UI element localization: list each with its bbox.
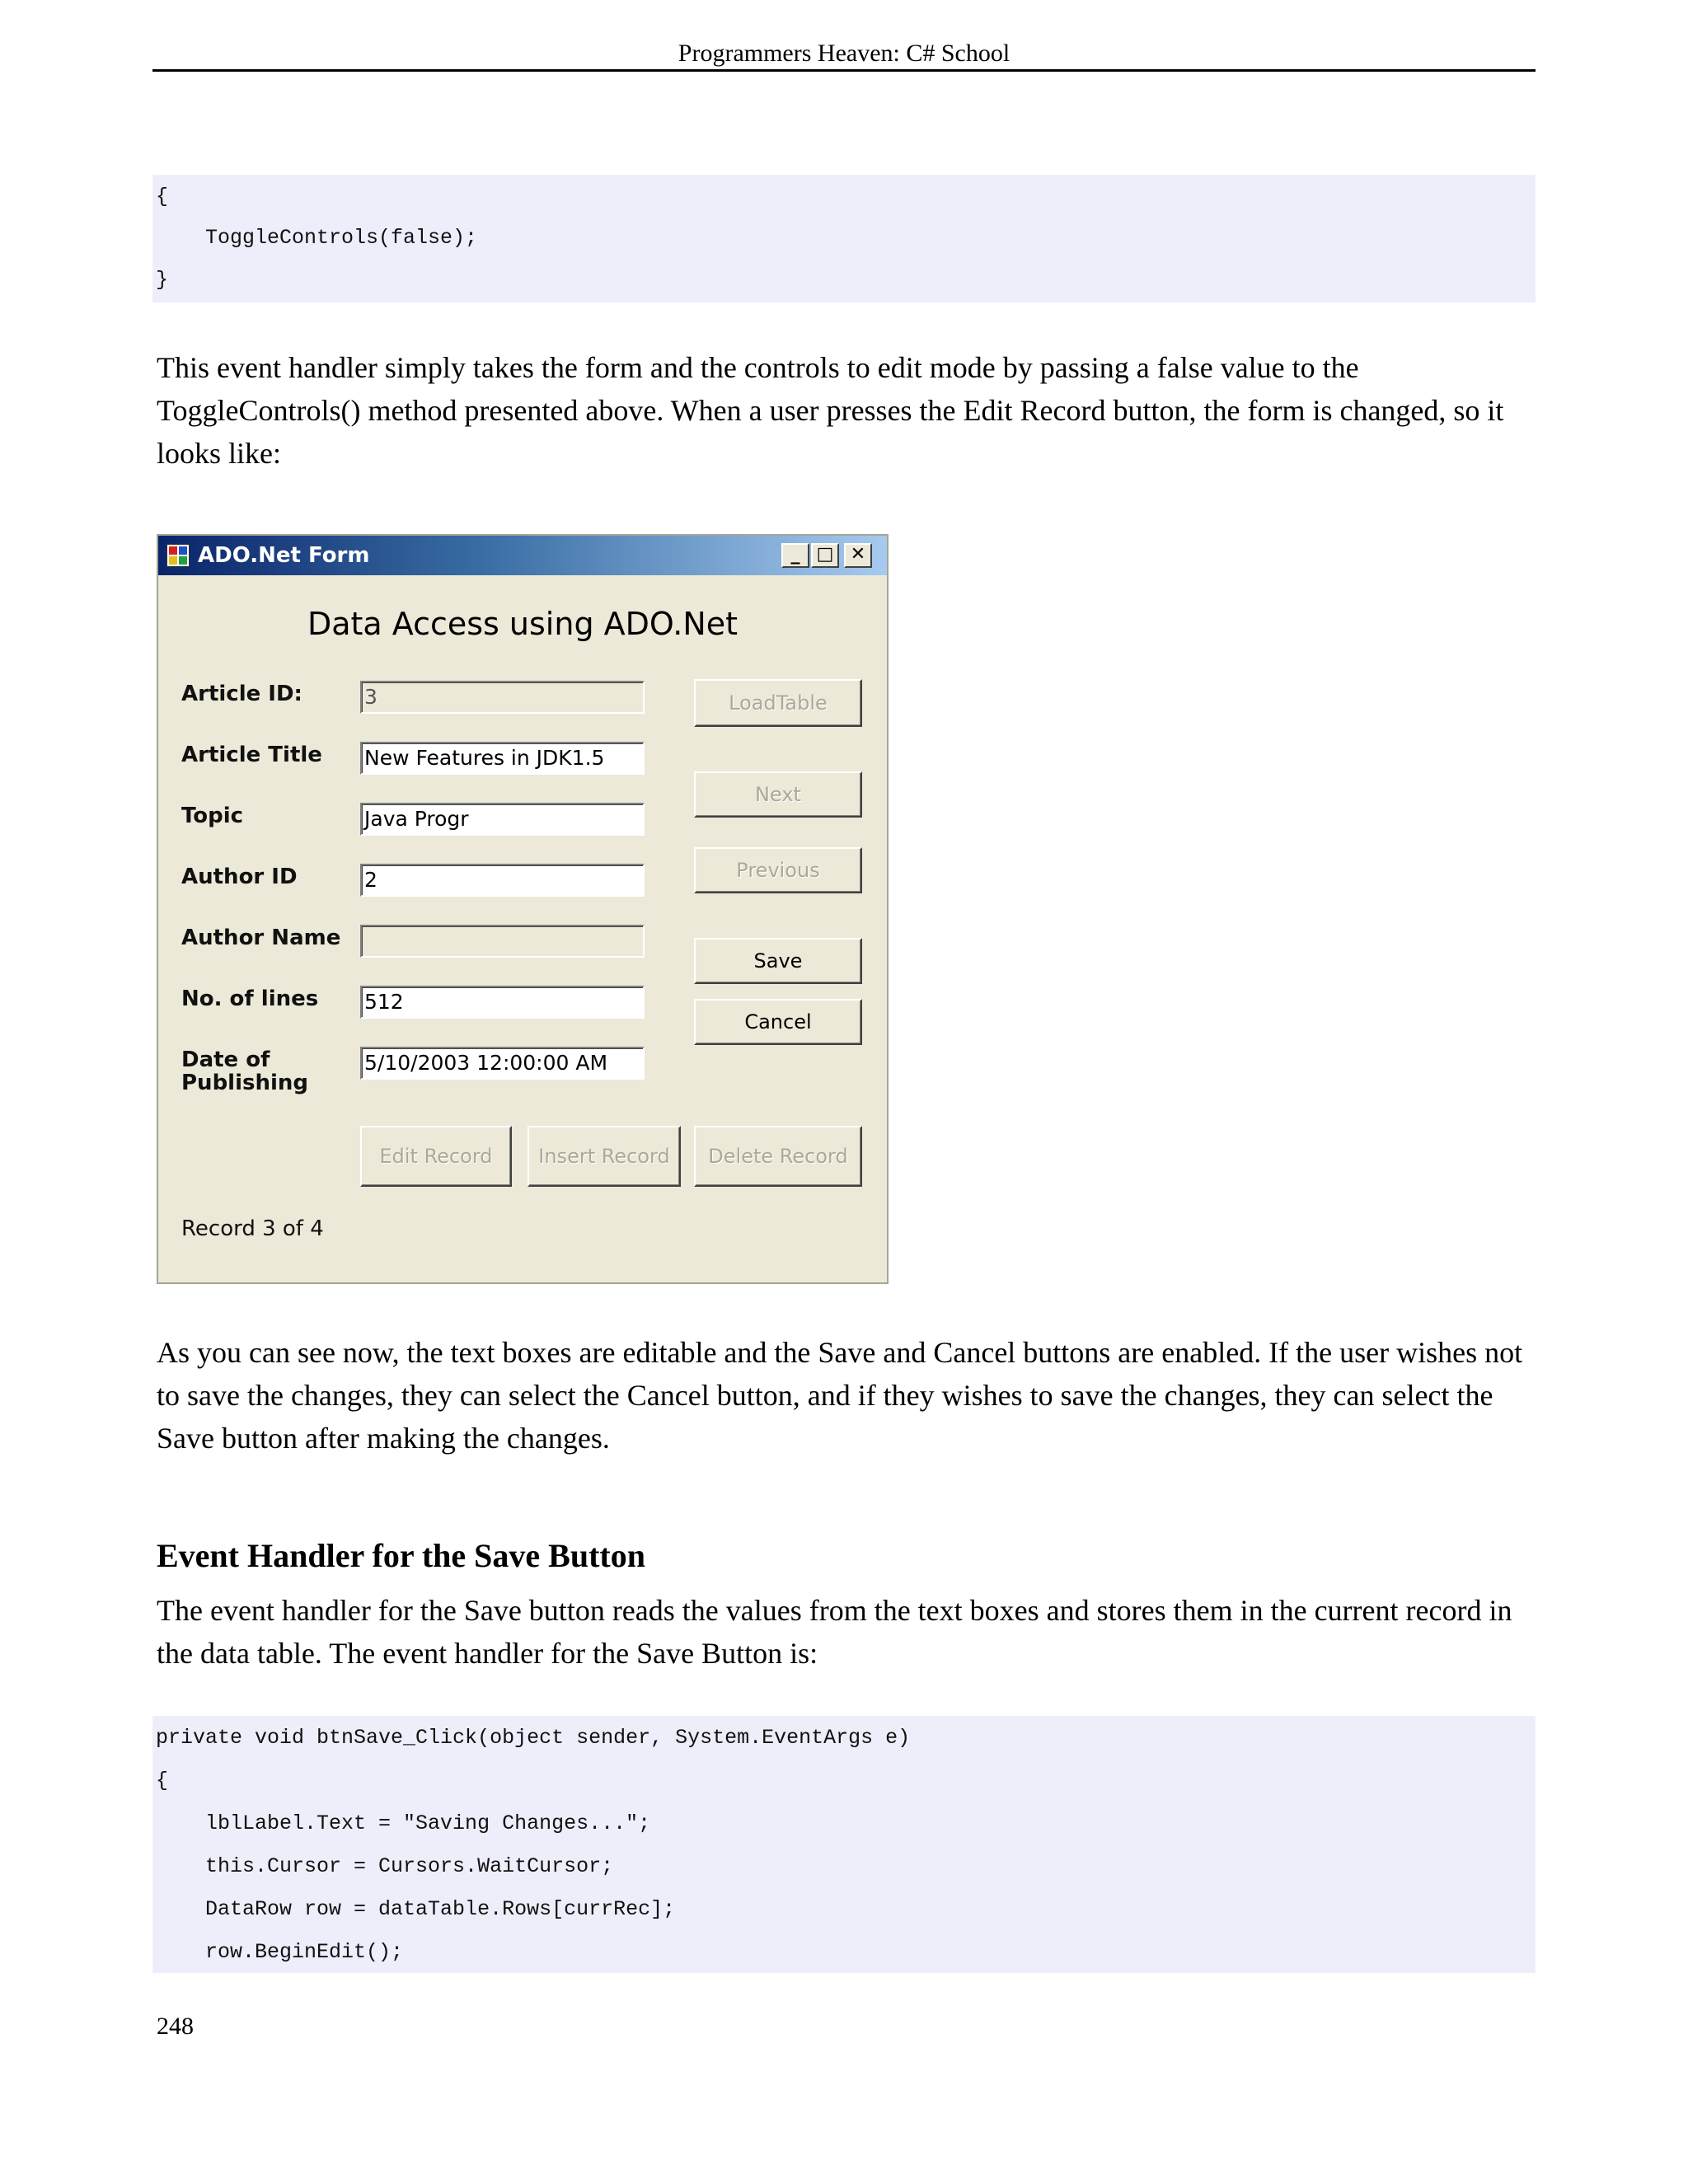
label-article-title: Article Title xyxy=(181,743,322,767)
code-line: { xyxy=(156,1769,169,1793)
code-line: lblLabel.Text = "Saving Changes..."; xyxy=(156,1811,651,1835)
code-line: DataRow row = dataTable.Rows[currRec]; xyxy=(156,1897,676,1921)
paragraph: As you can see now, the text boxes are editable and the Save and Cancel buttons are enabled. If the user wishes not to save the changes, they can select the Cancel button, and if they wishes to save the changes, they can select the Save button after making the changes. xyxy=(157,1336,1523,1455)
save-button[interactable]: Save xyxy=(694,938,862,984)
article-id-field: 3 xyxy=(360,681,645,714)
cancel-button[interactable]: Cancel xyxy=(694,999,862,1045)
code-line: ToggleControls(false); xyxy=(156,226,478,250)
form-window xyxy=(157,534,889,1284)
app-icon xyxy=(166,544,190,567)
page-number: 248 xyxy=(157,2013,194,2040)
label-author-name: Author Name xyxy=(181,926,341,950)
insert-record-button[interactable]: Insert Record xyxy=(528,1126,681,1187)
code-block-1 xyxy=(152,175,1536,302)
delete-record-button[interactable]: Delete Record xyxy=(694,1126,862,1187)
previous-button[interactable]: Previous xyxy=(694,847,862,893)
window-title-bar[interactable] xyxy=(158,536,887,575)
record-status: Record 3 of 4 xyxy=(181,1216,324,1241)
code-block-2 xyxy=(152,1716,1536,1973)
author-name-field xyxy=(360,925,645,958)
paragraph: This event handler simply takes the form and the controls to edit mode by passing a false value to the ToggleControls() method presented above. When a user presses the Edit Record button, the form is changed, so it looks like: xyxy=(157,351,1504,470)
label-no-of-lines: No. of lines xyxy=(181,987,319,1011)
code-line: this.Cursor = Cursors.WaitCursor; xyxy=(156,1854,614,1878)
code-line: { xyxy=(156,185,169,209)
load-table-button[interactable]: LoadTable xyxy=(694,679,862,727)
label-article-id: Article ID: xyxy=(181,682,302,706)
window-title: ADO.Net Form xyxy=(198,543,370,568)
form-heading: Data Access using ADO.Net xyxy=(307,606,738,642)
header-rule xyxy=(152,69,1536,72)
section-heading: Event Handler for the Save Button xyxy=(157,1537,645,1574)
article-title-field[interactable]: New Features in JDK1.5 xyxy=(360,742,645,775)
code-line: } xyxy=(156,268,169,292)
label-date-of-publishing xyxy=(181,1048,308,1094)
label-date-line-2: Publishing xyxy=(181,1071,309,1095)
label-date-line-1: Date of xyxy=(181,1047,270,1072)
date-of-publishing-field[interactable]: 5/10/2003 12:00:00 AM xyxy=(360,1047,645,1080)
maximize-button[interactable]: □ xyxy=(811,543,839,568)
running-header: Programmers Heaven: C# School xyxy=(678,40,1010,67)
no-of-lines-field[interactable]: 512 xyxy=(360,986,645,1019)
code-line: row.BeginEdit(); xyxy=(156,1940,404,1964)
code-line: private void btnSave_Click(object sender, System.EventArgs e) xyxy=(156,1726,911,1750)
paragraph: The event handler for the Save button reads the values from the text boxes and stores them in the current record in the data table. The event handler for the Save Button is: xyxy=(157,1594,1512,1670)
close-button[interactable]: ✕ xyxy=(844,543,872,568)
edit-record-button[interactable]: Edit Record xyxy=(360,1126,512,1187)
next-button[interactable]: Next xyxy=(694,771,862,818)
author-id-field[interactable]: 2 xyxy=(360,864,645,897)
label-author-id: Author ID xyxy=(181,865,298,889)
topic-field[interactable]: Java Progr xyxy=(360,803,645,836)
minimize-button[interactable]: _ xyxy=(781,543,809,568)
label-topic: Topic xyxy=(181,804,244,828)
